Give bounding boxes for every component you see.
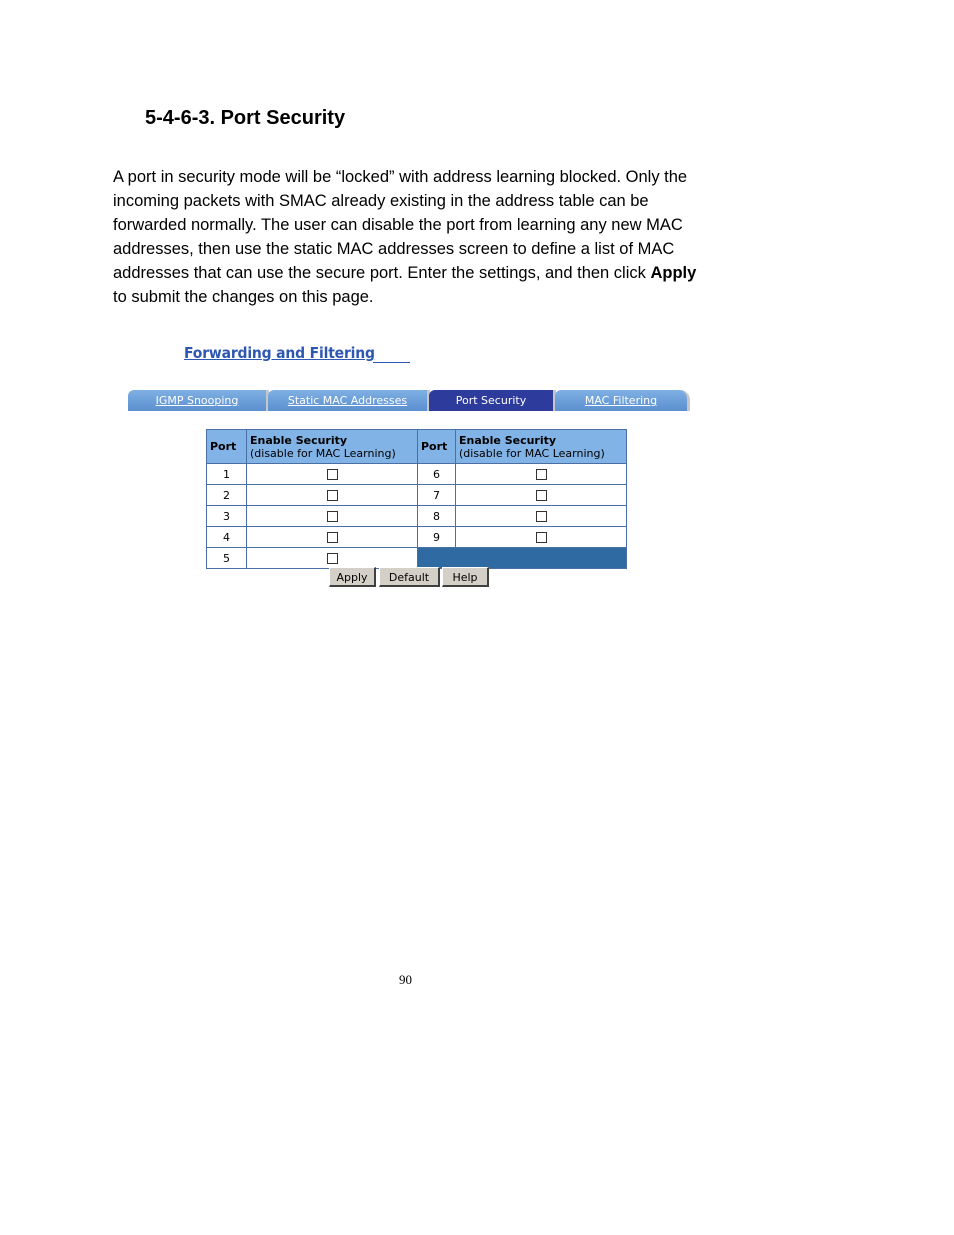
port-security-table bbox=[206, 429, 627, 569]
page-number: 90 bbox=[399, 972, 412, 987]
enable-cell bbox=[247, 464, 418, 485]
tab-port-security[interactable]: Port Security bbox=[429, 390, 556, 411]
enable-security-checkbox-port-7[interactable] bbox=[536, 490, 547, 501]
help-button[interactable]: Help bbox=[442, 567, 489, 587]
enable-cell bbox=[247, 485, 418, 506]
body-text-bold: Apply bbox=[650, 264, 697, 282]
table-header-row bbox=[207, 430, 627, 464]
header-enable-right bbox=[456, 430, 627, 464]
default-button[interactable]: Default bbox=[379, 567, 440, 587]
header-enable-label: Enable Security bbox=[459, 433, 557, 447]
header-enable-sublabel: (disable for MAC Learning) bbox=[250, 446, 396, 460]
port-number: 2 bbox=[207, 485, 247, 506]
figure-title-underline bbox=[373, 362, 410, 363]
table-row bbox=[207, 464, 627, 485]
header-port-right: Port bbox=[418, 430, 456, 464]
tab-mac-filtering[interactable]: MAC Filtering bbox=[555, 390, 690, 411]
header-port-left: Port bbox=[207, 430, 247, 464]
enable-security-checkbox-port-5[interactable] bbox=[327, 553, 338, 564]
enable-cell bbox=[456, 464, 627, 485]
port-number: 8 bbox=[418, 506, 456, 527]
tab-bar bbox=[128, 390, 690, 411]
enable-cell bbox=[456, 506, 627, 527]
enable-security-checkbox-port-1[interactable] bbox=[327, 469, 338, 480]
apply-button[interactable]: Apply bbox=[329, 567, 376, 587]
enable-security-checkbox-port-8[interactable] bbox=[536, 511, 547, 522]
body-text-1: A port in security mode will be “locked” with address learning blocked. Only the incoming packets with SMAC already existing in the address table can be forwarded normally. The user can disable the port from learning any new MAC addresses, then use the static MAC addresses screen to define a list of MAC addresses that can use the secure port. Enter the settings, and then click bbox=[113, 168, 688, 282]
port-number: 4 bbox=[207, 527, 247, 548]
enable-cell bbox=[247, 548, 418, 569]
header-enable-left bbox=[247, 430, 418, 464]
enable-cell bbox=[247, 506, 418, 527]
header-enable-sublabel: (disable for MAC Learning) bbox=[459, 446, 605, 460]
enable-security-checkbox-port-6[interactable] bbox=[536, 469, 547, 480]
tab-static-mac-addresses[interactable]: Static MAC Addresses bbox=[268, 390, 430, 411]
section-heading: 5-4-6-3. Port Security bbox=[145, 107, 346, 129]
enable-cell bbox=[456, 527, 627, 548]
port-number: 9 bbox=[418, 527, 456, 548]
port-number: 3 bbox=[207, 506, 247, 527]
table-row bbox=[207, 506, 627, 527]
enable-security-checkbox-port-9[interactable] bbox=[536, 532, 547, 543]
enable-security-checkbox-port-3[interactable] bbox=[327, 511, 338, 522]
port-number: 7 bbox=[418, 485, 456, 506]
port-number: 6 bbox=[418, 464, 456, 485]
tab-igmp-snooping[interactable]: IGMP Snooping bbox=[128, 390, 269, 411]
enable-cell bbox=[456, 485, 627, 506]
enable-security-checkbox-port-2[interactable] bbox=[327, 490, 338, 501]
table-row bbox=[207, 527, 627, 548]
enable-security-checkbox-port-4[interactable] bbox=[327, 532, 338, 543]
enable-cell bbox=[247, 527, 418, 548]
figure-title: Forwarding and Filtering bbox=[184, 344, 375, 362]
table-row bbox=[207, 485, 627, 506]
port-number: 1 bbox=[207, 464, 247, 485]
table-row bbox=[207, 548, 627, 569]
body-text-2: to submit the changes on this page. bbox=[113, 288, 374, 306]
empty-filler-cell bbox=[418, 548, 627, 569]
body-paragraph bbox=[113, 165, 713, 309]
port-number: 5 bbox=[207, 548, 247, 569]
header-enable-label: Enable Security bbox=[250, 433, 348, 447]
